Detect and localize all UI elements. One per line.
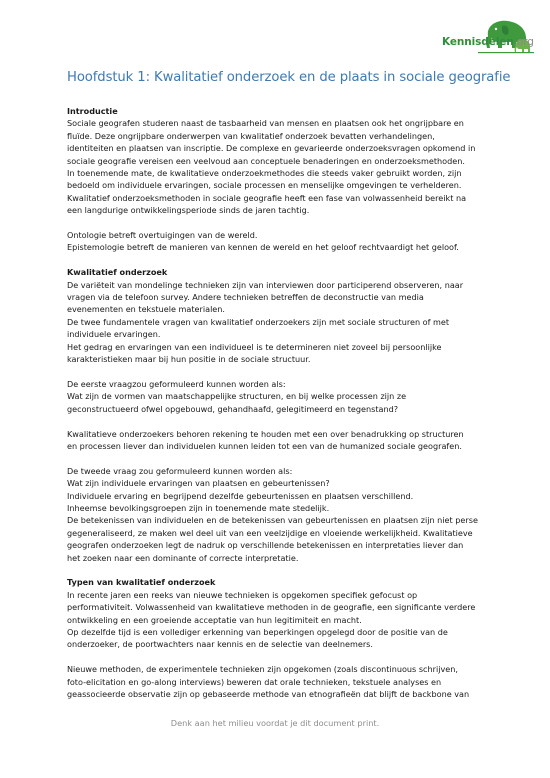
logo-text-delen: delen <box>481 36 514 48</box>
body-line: De tweede vraag zou geformuleerd kunnen worden als: <box>67 465 293 476</box>
paragraph-gap <box>67 564 483 576</box>
body-line: onderzoeker, de poortwachters naar kennis en de selectie van deelnemers. <box>67 639 373 650</box>
section-heading-typen: Typen van kwalitatief onderzoek <box>67 577 216 588</box>
body-line: In toenemende mate, de kwalitatieve onderzoekmethodes die steeds vaker gebruikt worden, zijn <box>67 168 462 179</box>
body-line: Individuele ervaring en begrijpend dezelfde gebeurtenissen en plaatsen verschillend. <box>67 490 414 501</box>
body-line: De twee fundamentele vragen van kwalitatief onderzoekers zijn met sociale structuren of met <box>67 316 450 327</box>
paragraph-gap <box>67 254 483 266</box>
body-line: karakteristieken maar bij hun positie in de sociale structuur. <box>67 354 311 365</box>
body-line: identiteiten en plaatsen van inscriptie. De complexe en gevarieerde onderzoeksvragen opkomend in <box>67 143 476 154</box>
footer-note: Denk aan het milieu voordat je dit document print. <box>170 718 380 728</box>
body-line: In recente jaren een reeks van nieuwe technieken is opgekomen specifiek gefocust op <box>67 589 418 600</box>
body-line: Sociale geografen studeren naast de tasbaarheid van mensen en plaatsen ook het ongrijpbare en <box>67 118 464 129</box>
body-line: bedoeld om individuele ervaringen, sociale processen en menselijke omgevingen te verhelderen. <box>67 180 462 191</box>
body-line: ontwikkeling en een groeiende acceptatie van hun legitimiteit en macht. <box>67 614 362 625</box>
body-line: een langdurige ontwikkelingsperiode sinds de jaren tachtig. <box>67 205 310 216</box>
body-line: en processen liever dan individuelen kunnen leiden tot een van de humanized sociale geografen. <box>67 440 462 451</box>
logo-text-org: .org <box>513 36 534 48</box>
body-line: Nieuwe methoden, de experimentele technieken zijn opgekomen (zoals discontinuous schrijven, <box>67 664 458 675</box>
logo-text-kennis: Kennis <box>442 36 482 48</box>
body-line: vragen via de telefoon survey. Andere technieken betreffen de deconstructie van media <box>67 292 424 303</box>
body-line: individuele ervaringen. <box>67 329 161 340</box>
kennisdelen-logo <box>416 14 534 58</box>
body-line: Epistemologie betreft de manieren van kennen de wereld en het geloof rechtvaardigt het geloof. <box>67 242 459 253</box>
body-line: evenementen en tekstuele materialen. <box>67 304 225 315</box>
section-heading-introductie: Introductie <box>67 106 118 116</box>
body-line: Ontologie betreft overtuigingen van de wereld. <box>67 230 258 241</box>
body-line: foto-elicitation en go-along interviews) beweren dat orale technieken, tekstuele analyses en <box>67 676 442 687</box>
paragraph-gap <box>67 217 483 229</box>
page-title: Hoofdstuk 1: Kwalitatief onderzoek en de plaats in sociale geografie <box>67 70 511 85</box>
paragraph-gap <box>67 366 483 378</box>
document-body <box>67 105 483 700</box>
paragraph-gap <box>67 452 483 464</box>
body-line: De eerste vraagzou geformuleerd kunnen worden als: <box>67 378 286 389</box>
body-line: fluïde. Deze ongrijpbare onderwerpen van kwalitatief onderzoek bevatten verhandelingen, <box>67 130 435 141</box>
body-line: Op dezelfde tijd is een vollediger erkenning van beperkingen opgelegd door de positie van de <box>67 626 448 637</box>
body-line: sociale geografie vereisen een veelvoud aan conceptuele benaderingen en onderzoeksmethoden. <box>67 155 465 166</box>
body-line: geografen onderzoeken legt de nadruk op verschillende betekenissen en interpretaties liever dan <box>67 540 464 551</box>
body-line: Wat zijn individuele ervaringen van plaatsen en gebeurtenissen? <box>67 478 330 489</box>
paragraph-gap <box>67 651 483 663</box>
paragraph-gap <box>67 415 483 427</box>
body-line: Kwalitatieve onderzoekers behoren rekening te houden met een over benadrukking op structuren <box>67 428 464 439</box>
body-line: performativiteit. Volwassenheid van kwalitatieve methoden in de geografie, een significante verdere <box>67 602 476 613</box>
body-line: De variëteit van mondelinge technieken zijn van interviewen door participerend observeren, naar <box>67 279 464 290</box>
body-line: geassocieerde observatie zijn op gebaseerde methode van etnografieën dat blijft de backbone van <box>67 688 470 699</box>
body-line: De betekenissen van individuelen en de betekenissen van gebeurtenissen en plaatsen zijn niet perse <box>67 515 478 526</box>
body-line: geconstructueerd ofwel opgebouwd, gehandhaafd, gelegitimeerd en tegenstand? <box>67 403 399 414</box>
body-line: Kwalitatief onderzoeksmethoden in sociale geografie heeft een fase van volwassenheid bereikt na <box>67 192 467 203</box>
body-line: gegeneraliseerd, ze maken wel deel uit van een veelzijdige en vloeiende werkelijkheid. Kwalitatieve <box>67 527 473 538</box>
body-line: Inheemse bevolkingsgroepen zijn in toenemende mate stedelijk. <box>67 502 330 513</box>
logo-wordmark <box>442 36 534 48</box>
body-line: het zoeken naar een dominante of correcte interpretatie. <box>67 552 299 563</box>
body-line: Wat zijn de vormen van maatschappelijke structuren, en bij welke processen zijn ze <box>67 391 407 402</box>
section-heading-kwalitatief-onderzoek: Kwalitatief onderzoek <box>67 267 168 278</box>
body-line: Het gedrag en ervaringen van een individueel is te determineren niet zoveel bij persoonlijke <box>67 341 442 352</box>
